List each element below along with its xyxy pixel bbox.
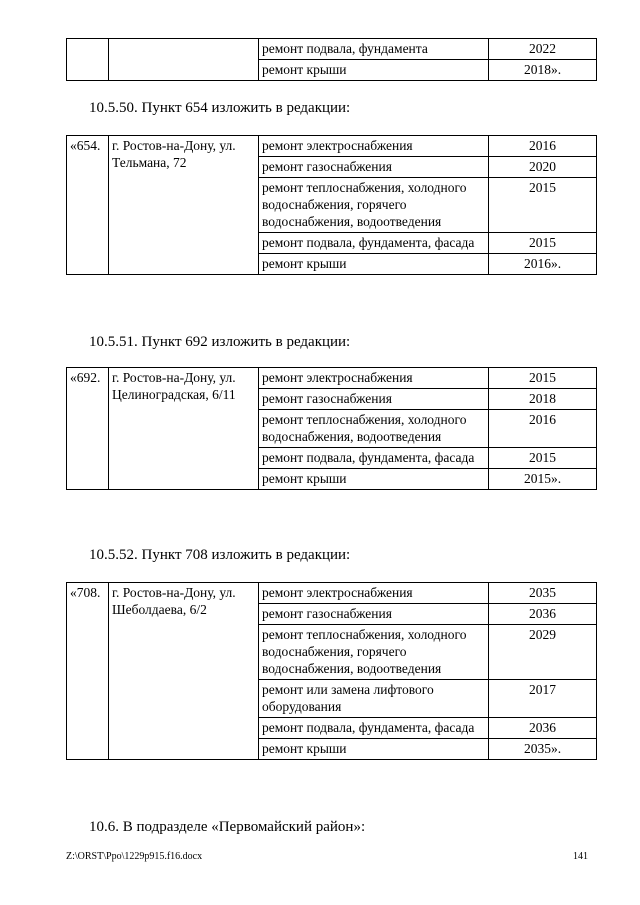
work-cell: ремонт подвала, фундамента: [259, 39, 489, 60]
work-cell: ремонт крыши: [259, 60, 489, 81]
item-table: [66, 582, 597, 760]
year-cell: 2015: [489, 233, 597, 254]
item-table: [66, 367, 597, 490]
work-cell: ремонт газоснабжения: [259, 157, 489, 178]
year-cell: 2020: [489, 157, 597, 178]
number-cell: [67, 39, 109, 81]
year-cell: 2016: [489, 136, 597, 157]
year-cell: 2016».: [489, 254, 597, 275]
year-cell: 2036: [489, 604, 597, 625]
work-cell: ремонт электроснабжения: [259, 368, 489, 389]
work-cell: ремонт крыши: [259, 469, 489, 490]
work-cell: ремонт теплоснабжения, холодного водоснабжения, горячего водоснабжения, водоотведения: [259, 178, 489, 233]
section-heading: 10.5.50. Пункт 654 изложить в редакции:: [89, 100, 351, 116]
footer-file-path: Z:\ORST\Ppo\1229p915.f16.docx: [66, 851, 203, 862]
section-heading: 10.5.51. Пункт 692 изложить в редакции:: [89, 334, 351, 350]
year-cell: 2035: [489, 583, 597, 604]
table-row: [67, 368, 597, 389]
work-cell: ремонт теплоснабжения, холодного водоснабжения, горячего водоснабжения, водоотведения: [259, 625, 489, 680]
page-number: 141: [573, 851, 588, 862]
work-cell: ремонт теплоснабжения, холодного водоснабжения, водоотведения: [259, 410, 489, 448]
year-cell: 2015: [489, 178, 597, 233]
work-cell: ремонт газоснабжения: [259, 389, 489, 410]
item-table: [66, 135, 597, 275]
year-cell: 2015: [489, 368, 597, 389]
year-cell: 2035».: [489, 739, 597, 760]
work-cell: ремонт подвала, фундамента, фасада: [259, 448, 489, 469]
year-cell: 2016: [489, 410, 597, 448]
year-cell: 2029: [489, 625, 597, 680]
section-heading: 10.5.52. Пункт 708 изложить в редакции:: [89, 547, 351, 563]
number-cell: «708.: [67, 583, 109, 760]
year-cell: 2018».: [489, 60, 597, 81]
top-table: [66, 38, 597, 81]
table-row: [67, 583, 597, 604]
work-cell: ремонт подвала, фундамента, фасада: [259, 233, 489, 254]
year-cell: 2022: [489, 39, 597, 60]
year-cell: 2018: [489, 389, 597, 410]
work-cell: ремонт электроснабжения: [259, 136, 489, 157]
work-cell: ремонт электроснабжения: [259, 583, 489, 604]
closing-paragraph: 10.6. В подразделе «Первомайский район»:: [89, 819, 366, 835]
address-cell: [109, 39, 259, 81]
work-cell: ремонт или замена лифтового оборудования: [259, 680, 489, 718]
year-cell: 2015».: [489, 469, 597, 490]
table-row: [67, 136, 597, 157]
work-cell: ремонт газоснабжения: [259, 604, 489, 625]
number-cell: «692.: [67, 368, 109, 490]
work-cell: ремонт крыши: [259, 739, 489, 760]
address-cell: г. Ростов-на-Дону, ул. Тельмана, 72: [109, 136, 259, 275]
year-cell: 2036: [489, 718, 597, 739]
work-cell: ремонт подвала, фундамента, фасада: [259, 718, 489, 739]
number-cell: «654.: [67, 136, 109, 275]
work-cell: ремонт крыши: [259, 254, 489, 275]
year-cell: 2017: [489, 680, 597, 718]
year-cell: 2015: [489, 448, 597, 469]
address-cell: г. Ростов-на-Дону, ул. Целиноградская, 6/11: [109, 368, 259, 490]
table-row: [67, 39, 597, 60]
address-cell: г. Ростов-на-Дону, ул. Шеболдаева, 6/2: [109, 583, 259, 760]
